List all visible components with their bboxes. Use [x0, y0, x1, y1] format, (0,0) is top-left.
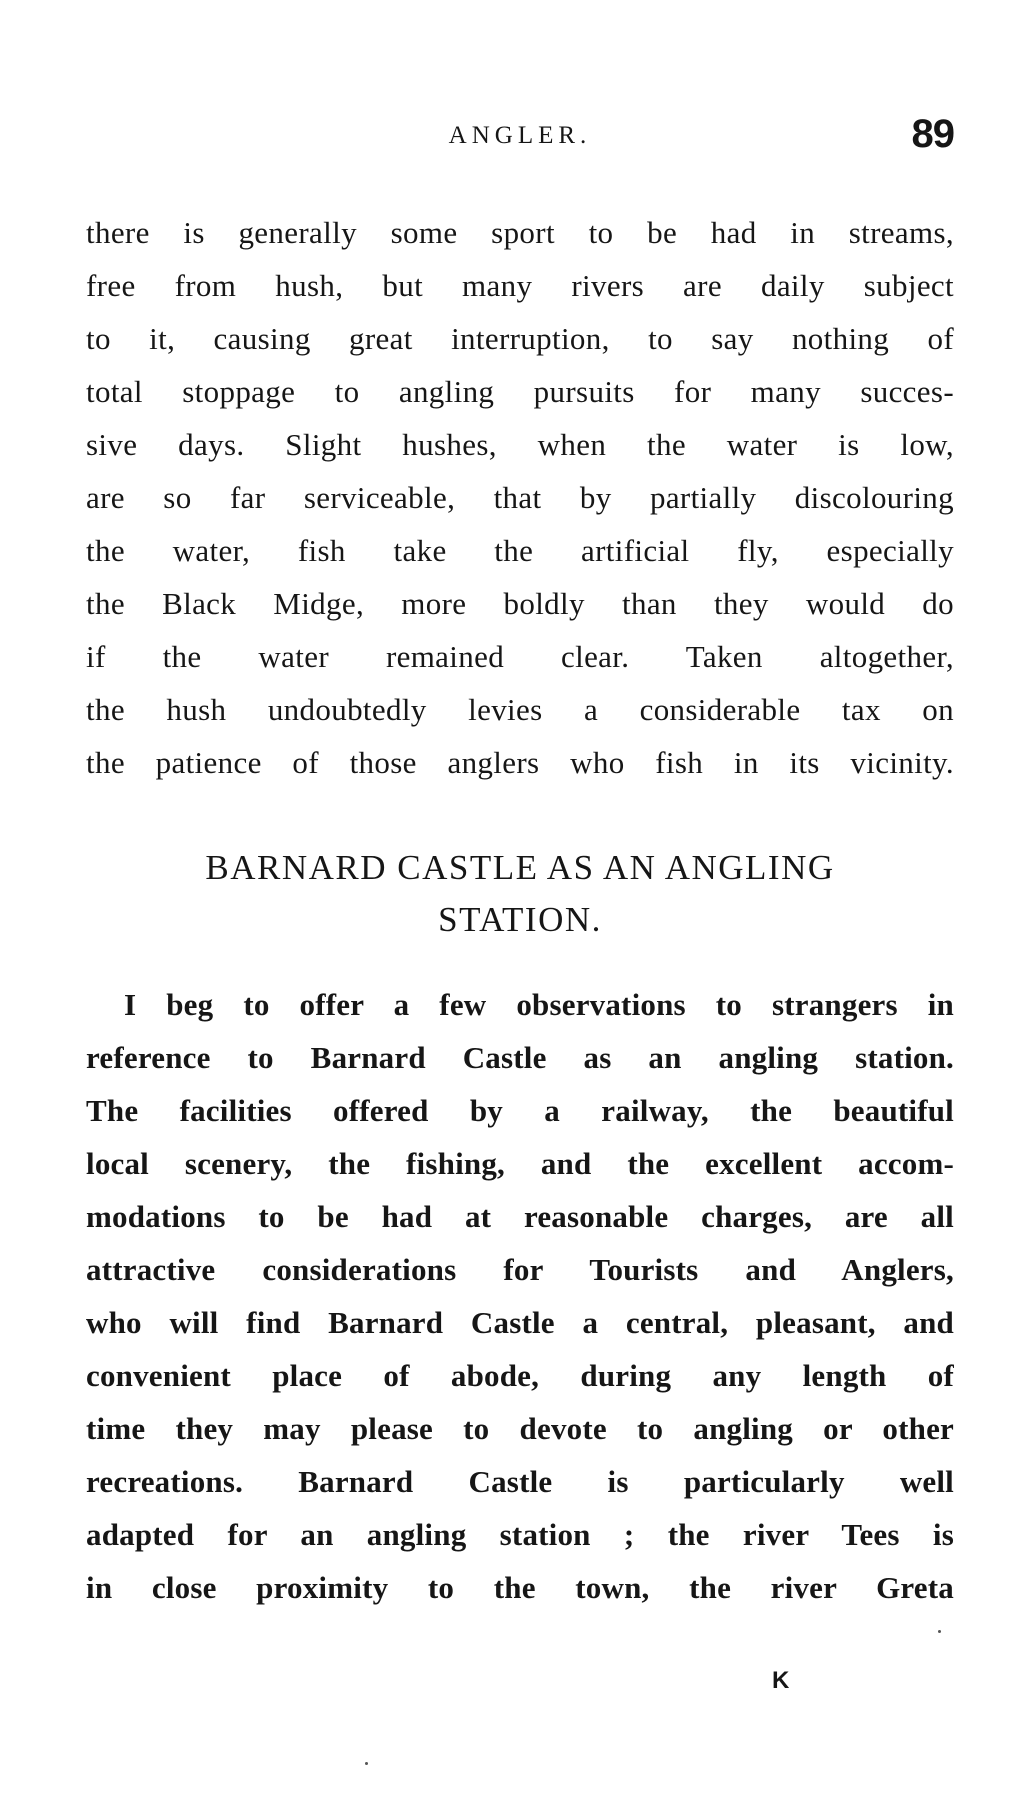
- text-line: modations to be had at reasonable charges, are all: [86, 1199, 954, 1234]
- signature-mark: K: [772, 1667, 790, 1694]
- text-line: The facilities offered by a railway, the beautiful: [86, 1093, 954, 1128]
- paragraph-barnard-castle: [86, 978, 954, 1614]
- text-line: I beg to offer a few observations to strangers in: [124, 987, 954, 1022]
- text-line: there is generally some sport to be had in streams,: [86, 215, 954, 250]
- ink-speck: [365, 1762, 368, 1765]
- page-number: 89: [911, 112, 954, 156]
- text-line: to it, causing great interruption, to say nothing of: [86, 321, 954, 356]
- ink-speck: [938, 1630, 941, 1633]
- section-heading-line: STATION.: [438, 900, 602, 939]
- text-line: the Black Midge, more boldly than they would do: [86, 586, 954, 621]
- section-heading-line: BARNARD CASTLE AS AN ANGLING: [205, 848, 835, 887]
- text-line: recreations. Barnard Castle is particularly well: [86, 1464, 954, 1499]
- paragraph-hush: [86, 206, 954, 789]
- text-line: reference to Barnard Castle as an angling station.: [86, 1040, 954, 1075]
- text-line: local scenery, the fishing, and the excellent accom-: [86, 1146, 954, 1181]
- text-line: who will find Barnard Castle a central, pleasant, and: [86, 1305, 954, 1340]
- text-line: sive days. Slight hushes, when the water is low,: [86, 427, 954, 462]
- text-line: total stoppage to angling pursuits for many succes-: [86, 374, 954, 409]
- text-line: convenient place of abode, during any length of: [86, 1358, 954, 1393]
- section-heading: [86, 842, 954, 946]
- text-line: the hush undoubtedly levies a considerable tax on: [86, 692, 954, 727]
- text-line: the patience of those anglers who fish in its vicinity.: [86, 745, 954, 780]
- text-line: free from hush, but many rivers are daily subject: [86, 268, 954, 303]
- running-title: ANGLER.: [448, 122, 592, 149]
- text-line: if the water remained clear. Taken altogether,: [86, 639, 954, 674]
- text-line: adapted for an angling station ; the river Tees is: [86, 1517, 954, 1552]
- text-line: the water, fish take the artificial fly, especially: [86, 533, 954, 568]
- running-head: [86, 112, 954, 162]
- text-line: in close proximity to the town, the river Greta: [86, 1570, 954, 1605]
- text-line: are so far serviceable, that by partially discolouring: [86, 480, 954, 515]
- text-line: attractive considerations for Tourists and Anglers,: [86, 1252, 954, 1287]
- text-line: time they may please to devote to angling or other: [86, 1411, 954, 1446]
